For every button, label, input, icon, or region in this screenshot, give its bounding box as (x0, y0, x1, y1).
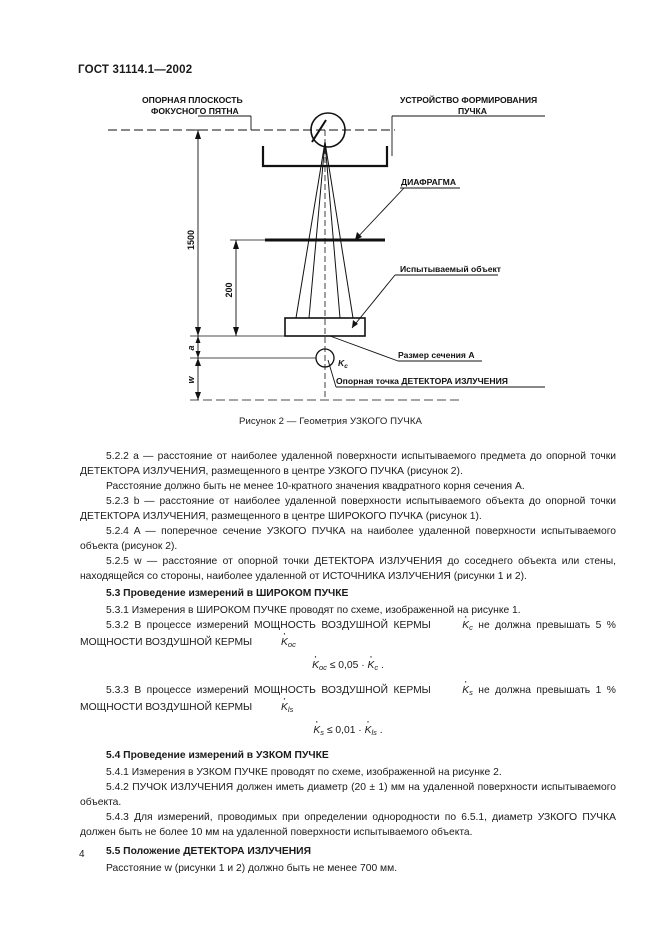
label-forming-device-1: УСТРОЙСТВО ФОРМИРОВАНИЯ (400, 95, 538, 105)
label-test-object: Испытываемый объект (400, 264, 502, 274)
page-number: 4 (79, 849, 85, 860)
dim-a-label: a (186, 345, 196, 351)
page-header: ГОСТ 31114.1—2002 (78, 64, 193, 76)
label-section-size: Размер сечения А (398, 350, 475, 360)
label-detector-symbol: $K_c$ (338, 358, 348, 370)
dim-w-arrow-bottom (195, 392, 201, 400)
label-focal-plane-2: ФОКУСНОГО ПЯТНА (151, 106, 239, 116)
dim-200-arrow-top (233, 240, 239, 249)
paragraph-5-5: Расстояние w (рисунки 1 и 2) должно быть не менее 700 мм. (106, 863, 398, 874)
dim-1500-arrow-bottom (195, 327, 201, 336)
paragraph-5-3-2: 5.3.2 В процессе измерений МОЩНОСТЬ ВОЗДУШНОЙ КЕРМЫ $K \cdot_c$ не должна превышать 5 % МОЩНОСТИ ВОЗДУШНОЙ КЕРМЫ $K \cdot_{oc}$ (80, 618, 616, 652)
label-detector-point: Опорная точка ДЕТЕКТОРА ИЗЛУЧЕНИЯ (336, 376, 508, 386)
paragraph-5-4-3: 5.4.3 Для измерений, проводимых при определении однородности по 6.5.1, диаметр УЗКОГО ПУЧКА должен быть не более 10 мм на удаленной поверхности испытываемого объекта. (80, 812, 616, 838)
paragraph-5-2-5: 5.2.5 w — расстояние от опорной точки ДЕТЕКТОРА ИЗЛУЧЕНИЯ до соседнего объекта или стены, находящейся со стороны, наиболее удаленной от ИСТОЧНИКА ИЗЛУЧЕНИЯ (рисунки 1 и 2). (80, 556, 616, 582)
dim-w-label: w (186, 376, 196, 384)
figure-caption: Рисунок 2 — Геометрия УЗКОГО ПУЧКА (238, 416, 423, 427)
figure-2-diagram (0, 0, 661, 420)
paragraph-5-2-2-note: Расстояние должно быть не менее 10-кратного значения квадратного корня сечения А. (106, 481, 525, 492)
paragraph-5-4-1: 5.4.1 Измерения в УЗКОМ ПУЧКЕ проводят по схеме, изображенной на рисунке 2. (106, 767, 502, 778)
heading-5-4: 5.4 Проведение измерений в УЗКОМ ПУЧКЕ (106, 750, 329, 761)
dim-1500-label: 1500 (186, 229, 196, 251)
label-focal-plane-1: ОПОРНАЯ ПЛОСКОСТЬ (142, 95, 243, 105)
dim-200-label: 200 (224, 282, 234, 298)
paragraph-5-2-2: 5.2.2 a — расстояние от наиболее удаленной поверхности испытываемого предмета до опорной точки ДЕТЕКТОРА ИЗЛУЧЕНИЯ, размещенного в центре УЗКОГО ПУЧКА (рисунок 2). (80, 451, 616, 477)
formula-1: $K \cdot_{oc} \le 0,05 \cdot K \cdot_c$ . (80, 658, 616, 675)
dim-1500-arrow-top (195, 130, 201, 139)
dim-a-arrow-top (196, 336, 201, 343)
body-text (80, 449, 616, 876)
paragraph-5-2-4: 5.2.4 A — поперечное сечение УЗКОГО ПУЧКА на наиболее удаленной поверхности испытываемого объекта (рисунок 2). (80, 526, 616, 552)
formula-2: $K \cdot_s \le 0,01 \cdot K \cdot_{ls}$ . (80, 723, 616, 740)
leader-test-object (352, 275, 395, 328)
anode-line (312, 120, 326, 142)
label-diaphragm: ДИАФРАГМА (401, 177, 457, 187)
heading-5-3: 5.3 Проведение измерений в ШИРОКОМ ПУЧКЕ (106, 588, 349, 599)
heading-5-5: 5.5 Положение ДЕТЕКТОРА ИЗЛУЧЕНИЯ (106, 846, 311, 857)
leader-diaphragm (355, 188, 404, 240)
dim-200-arrow-bottom (233, 327, 239, 336)
paragraph-5-4-2: 5.4.2 ПУЧОК ИЗЛУЧЕНИЯ должен иметь диаметр (20 ± 1) мм на удаленной поверхности испытываемого объекта. (80, 782, 616, 808)
paragraph-5-2-3: 5.2.3 b — расстояние от наиболее удаленной поверхности испытываемого объекта до опорной точки ДЕТЕКТОРА ИЗЛУЧЕНИЯ, размещенного в центре ШИРОКОГО ПУЧКА (рисунок 1). (80, 496, 616, 522)
dim-a-arrow-bottom (196, 351, 201, 358)
beam-cone (296, 142, 353, 318)
paragraph-5-3-3: 5.3.3 В процессе измерений МОЩНОСТЬ ВОЗДУШНОЙ КЕРМЫ $K \cdot_s$ не должна превышать 1 % МОЩНОСТИ ВОЗДУШНОЙ КЕРМЫ $K \cdot_{ls}$ (80, 683, 616, 717)
paragraph-5-3-1: 5.3.1 Измерения в ШИРОКОМ ПУЧКЕ проводят по схеме, изображенной на рисунке 1. (106, 605, 521, 616)
label-forming-device-2: ПУЧКА (458, 106, 488, 116)
dim-w-arrow-top (195, 358, 201, 366)
